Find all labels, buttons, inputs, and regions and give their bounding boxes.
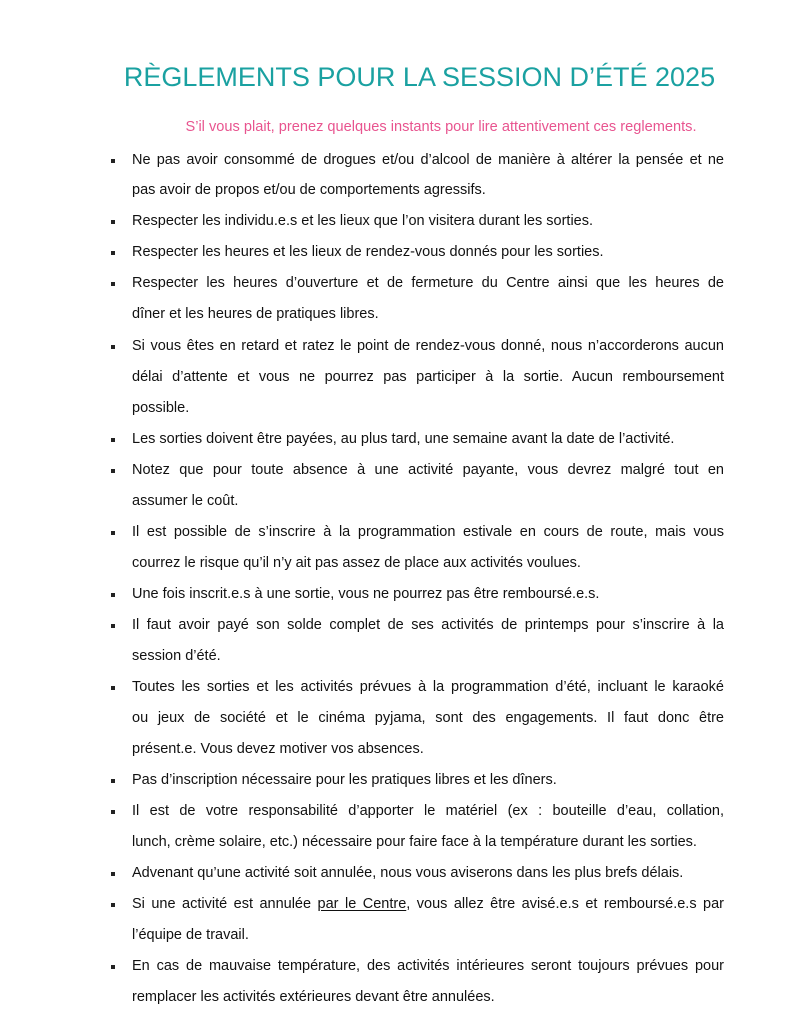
rule-text-line: assumer le coût. — [132, 493, 239, 509]
rule-text-line: délai d’attente et vous ne pourrez pas participer à la sortie. Aucun remboursement — [132, 369, 724, 385]
bullet-icon — [111, 810, 115, 814]
rule-text-line: dîner et les heures de pratiques libres. — [132, 306, 379, 322]
rule-text-line: Pas d’inscription nécessaire pour les pratiques libres et les dîners. — [132, 772, 557, 788]
rule-text-line: Notez que pour toute absence à une activité payante, vous devrez malgré tout en — [132, 462, 724, 478]
rule-text-line: Il est de votre responsabilité d’apporter le matériel (ex : bouteille d’eau, collation, — [132, 803, 724, 819]
rule-text-line: Toutes les sorties et les activités prévues à la programmation d’été, incluant le karaoké — [132, 679, 724, 695]
bullet-icon — [111, 345, 115, 349]
bullet-icon — [111, 965, 115, 969]
rule-text-line: Advenant qu’une activité soit annulée, nous vous aviserons dans les plus brefs délais. — [132, 865, 684, 881]
rule-text-line: session d’été. — [132, 648, 221, 664]
rule-text-line: remplacer les activités extérieures devant être annulées. — [132, 989, 495, 1005]
rule-text-line: Une fois inscrit.e.s à une sortie, vous ne pourrez pas être remboursé.e.s. — [132, 586, 600, 602]
rule-text-line: Ne pas avoir consommé de drogues et/ou d’alcool de manière à altérer la pensée et ne — [132, 152, 724, 168]
bullet-icon — [111, 624, 115, 628]
bullet-icon — [111, 438, 115, 442]
bullet-icon — [111, 251, 115, 255]
bullet-icon — [111, 469, 115, 473]
rule-text-line: l’équipe de travail. — [132, 927, 249, 943]
rule-text-line: pas avoir de propos et/ou de comportements agressifs. — [132, 182, 486, 198]
rule-text-line: lunch, crème solaire, etc.) nécessaire pour faire face à la température durant les sorties. — [132, 834, 697, 850]
bullet-icon — [111, 872, 115, 876]
rule-text-line: présent.e. Vous devez motiver vos absences. — [132, 741, 424, 757]
underlined-text: par le Centre — [317, 896, 407, 912]
rule-text-line: ou jeux de société et le cinéma pyjama, sont des engagements. Il faut donc être — [132, 710, 724, 726]
rule-text-line: Les sorties doivent être payées, au plus tard, une semaine avant la date de l’activité. — [132, 431, 675, 447]
rule-text-line: Respecter les individu.e.s et les lieux que l’on visitera durant les sorties. — [132, 213, 594, 229]
rule-text-line: courrez le risque qu’il n’y ait pas assez de place aux activités voulues. — [132, 555, 581, 571]
bullet-icon — [111, 903, 115, 907]
rule-text-line: Si une activité est annulée par le Centre, vous allez être avisé.e.s et remboursé.e.s par — [132, 896, 724, 912]
bullet-icon — [111, 282, 115, 286]
bullet-icon — [111, 686, 115, 690]
bullet-icon — [111, 779, 115, 783]
rule-text-line: Il est possible de s’inscrire à la programmation estivale en cours de route, mais vous — [132, 524, 724, 540]
rule-text-line: Respecter les heures et les lieux de rendez-vous donnés pour les sorties. — [132, 244, 604, 260]
bullet-icon — [111, 220, 115, 224]
bullet-icon — [111, 593, 115, 597]
rule-text-line: Il faut avoir payé son solde complet de ses activités de printemps pour s’inscrire à la — [132, 617, 724, 633]
bullet-icon — [111, 159, 115, 163]
rule-text-line: Si vous êtes en retard et ratez le point de rendez-vous donné, nous n’accorderons aucun — [132, 338, 724, 354]
rule-text-line: possible. — [132, 400, 190, 416]
page-title: RÈGLEMENTS POUR LA SESSION D’ÉTÉ 2025 — [123, 62, 716, 92]
rule-text-line: En cas de mauvaise température, des activités intérieures seront toujours prévues pour — [132, 958, 724, 974]
bullet-icon — [111, 531, 115, 535]
page-subtitle: S’il vous plait, prenez quelques instants pour lire attentivement ces reglements. — [185, 119, 697, 135]
rule-text-line: Respecter les heures d’ouverture et de fermeture du Centre ainsi que les heures de — [132, 275, 724, 291]
